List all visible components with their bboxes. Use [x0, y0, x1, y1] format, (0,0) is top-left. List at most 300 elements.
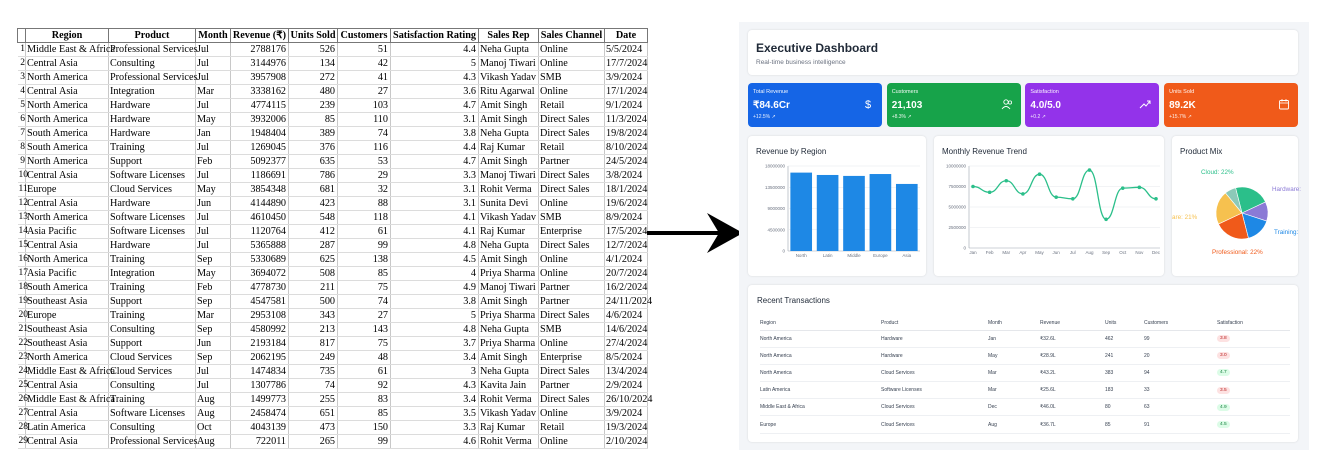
- sheet-cell: 2788176: [231, 43, 289, 57]
- sheet-column-header: Units Sold: [290, 30, 336, 41]
- sheet-cell: 42: [338, 57, 391, 71]
- y-tick-label: 2500000: [948, 225, 966, 230]
- sheet-cell: Software Licenses: [109, 225, 196, 239]
- kpi-label: Customers: [891, 89, 919, 95]
- sheet-cell: Jul: [196, 239, 231, 253]
- transaction-cell: ₹46.0L: [1040, 399, 1105, 416]
- point-mar: [1004, 179, 1008, 183]
- sheet-corner-cell: [18, 29, 26, 43]
- sheet-cell: Sep: [196, 295, 231, 309]
- transactions-column-header: Product: [881, 316, 988, 330]
- revenue-trend-line: [973, 170, 1156, 219]
- sheet-cell: 3.4: [391, 393, 479, 407]
- sheet-cell: Jan: [196, 127, 231, 141]
- point-jun: [1054, 195, 1058, 199]
- sheet-cell: 3957908: [231, 71, 289, 85]
- satisfaction-badge: 3.8: [1217, 335, 1230, 342]
- sheet-cell: Central Asia: [26, 435, 109, 449]
- x-tick-label: Jul: [1069, 250, 1076, 255]
- sheet-cell: Consulting: [109, 421, 196, 435]
- spreadsheet-header-row: [18, 29, 648, 43]
- sheet-cell: 74: [338, 295, 391, 309]
- sheet-cell: Direct Sales: [539, 393, 605, 407]
- transaction-cell: 462: [1105, 330, 1144, 347]
- row-number: 9: [18, 155, 26, 169]
- point-aug: [1088, 168, 1092, 172]
- sheet-cell: 150: [338, 421, 391, 435]
- sheet-cell: 9/1/2024: [605, 99, 648, 113]
- sheet-cell: Europe: [26, 309, 109, 323]
- sheet-cell: 548: [289, 211, 338, 225]
- sheet-cell: 138: [338, 253, 391, 267]
- sheet-cell: Retail: [539, 99, 605, 113]
- sheet-cell: Rohit Verma: [479, 435, 539, 449]
- bar-north: [790, 173, 812, 251]
- sheet-cell: North America: [26, 253, 109, 267]
- row-number: 27: [18, 407, 26, 421]
- sheet-cell: Online: [539, 197, 605, 211]
- sheet-cell: Southeast Asia: [26, 337, 109, 351]
- sheet-cell: South America: [26, 281, 109, 295]
- sheet-cell: Jun: [196, 197, 231, 211]
- kpi-card-units-sold: [1164, 83, 1298, 127]
- sheet-cell: Rohit Verma: [479, 393, 539, 407]
- x-tick-label: Nov: [1135, 250, 1144, 255]
- x-tick-label: Jan: [969, 250, 977, 255]
- sheet-cell: 75: [338, 337, 391, 351]
- transactions-column-header: Customers: [1144, 316, 1217, 330]
- sheet-cell: 61: [338, 225, 391, 239]
- pie-label: Hardware:: [1272, 186, 1302, 193]
- point-apr: [1021, 192, 1025, 196]
- sheet-cell: 26/10/2024: [606, 394, 653, 405]
- row-number: 24: [18, 365, 26, 379]
- transaction-cell: Cloud Services: [881, 416, 988, 433]
- sheet-cell: Jul: [196, 43, 231, 57]
- sheet-cell: Professional Services: [110, 436, 198, 447]
- sheet-cell: Jul: [196, 225, 231, 239]
- sheet-cell: Training: [109, 309, 196, 323]
- sheet-cell: 389: [289, 127, 338, 141]
- sheet-row: [18, 225, 648, 239]
- sheet-cell: Jul: [196, 71, 231, 85]
- sheet-cell: Cloud Services: [109, 183, 196, 197]
- sheet-row: [18, 211, 648, 225]
- x-tick-label: Aug: [1085, 250, 1094, 255]
- transaction-cell: 33: [1144, 382, 1217, 399]
- sheet-cell: 3144976: [231, 57, 289, 71]
- transaction-cell: Cloud Services: [881, 364, 988, 381]
- sheet-cell: 4610450: [231, 211, 289, 225]
- sheet-cell: Hardware: [109, 197, 196, 211]
- sheet-cell: South America: [26, 141, 109, 155]
- sheet-cell: 4547581: [231, 295, 289, 309]
- monthly-revenue-trend-card: [934, 136, 1164, 276]
- sheet-cell: 3.1: [391, 183, 479, 197]
- sheet-cell: 4.8: [391, 323, 479, 337]
- sheet-cell: Software Licenses: [109, 407, 196, 421]
- x-tick-label: Jun: [1052, 250, 1060, 255]
- sheet-cell: Support: [109, 337, 196, 351]
- row-number: 7: [18, 127, 26, 141]
- sheet-cell: Raj Kumar: [479, 225, 539, 239]
- sheet-row: [18, 337, 648, 351]
- sheet-cell: 2/10/2024: [606, 436, 648, 447]
- x-tick-label: Europe: [873, 253, 888, 258]
- sheet-cell: Direct Sales: [539, 309, 605, 323]
- row-number: 21: [18, 323, 26, 337]
- sheet-cell: Jul: [196, 379, 231, 393]
- sheet-cell: Software Licenses: [109, 211, 196, 225]
- bar-asia: [896, 184, 918, 251]
- transactions-column-header: Revenue: [1040, 316, 1105, 330]
- satisfaction-cell: [1217, 330, 1290, 347]
- bar-middle: [843, 176, 865, 251]
- sheet-cell: 2062195: [231, 351, 289, 365]
- sheet-cell: SMB: [539, 211, 605, 225]
- chart-title: Revenue by Region: [756, 147, 827, 156]
- sheet-cell: 3854348: [231, 183, 289, 197]
- kpi-card-customers: [887, 83, 1021, 127]
- chart-title: Monthly Revenue Trend: [942, 147, 1027, 156]
- row-number: 8: [18, 141, 26, 155]
- sheet-cell: Consulting: [109, 379, 196, 393]
- sheet-cell: Mar: [196, 85, 231, 99]
- spreadsheet: [17, 28, 653, 447]
- point-jan: [971, 185, 975, 189]
- spreadsheet-table: [17, 28, 653, 449]
- pie-label: Training:: [1274, 229, 1299, 236]
- sheet-cell: Cloud Services: [109, 351, 196, 365]
- sheet-cell: 4.9: [391, 281, 479, 295]
- sheet-cell: Direct Sales: [539, 183, 605, 197]
- sheet-cell: 376: [289, 141, 338, 155]
- sheet-cell: Professional Services: [110, 72, 198, 83]
- transactions-column-header: Month: [988, 316, 1040, 330]
- row-number: 25: [18, 379, 26, 393]
- transactions-table: [760, 316, 1290, 434]
- sheet-cell: Priya Sharma: [479, 267, 539, 281]
- sheet-cell: North America: [26, 113, 109, 127]
- sheet-cell: Neha Gupta: [479, 43, 539, 57]
- sheet-cell: 8/9/2024: [605, 211, 648, 225]
- sheet-cell: 19/8/2024: [606, 128, 648, 139]
- sheet-cell: 287: [289, 239, 338, 253]
- sheet-cell: North America: [26, 155, 109, 169]
- point-jul: [1071, 197, 1075, 201]
- transaction-cell: Software Licenses: [881, 382, 988, 399]
- chart-title: Product Mix: [1180, 147, 1223, 156]
- sheet-cell: 85: [338, 407, 391, 421]
- satisfaction-cell: [1217, 347, 1290, 364]
- sheet-row: [18, 113, 648, 127]
- sheet-cell: SMB: [539, 323, 605, 337]
- sheet-cell: Online: [539, 337, 605, 351]
- transaction-row: [760, 399, 1290, 416]
- transaction-row: [760, 382, 1290, 399]
- y-tick-label: 13500000: [764, 184, 785, 190]
- sheet-cell: Online: [539, 85, 605, 99]
- sheet-cell: Professional Services: [110, 44, 198, 55]
- sheet-cell: 92: [338, 379, 391, 393]
- sheet-cell: Mar: [196, 309, 231, 323]
- row-number: 22: [18, 337, 26, 351]
- sheet-cell: 4.1: [391, 225, 479, 239]
- sheet-cell: 526: [289, 43, 338, 57]
- sheet-cell: 5: [391, 309, 479, 323]
- dashboard-title: Executive Dashboard: [756, 41, 879, 55]
- sheet-row: [18, 169, 648, 183]
- sheet-cell: Online: [539, 435, 605, 449]
- sheet-cell: North America: [26, 99, 109, 113]
- sheet-cell: Ritu Agarwal: [479, 85, 539, 99]
- kpi-card-satisfaction: [1025, 83, 1159, 127]
- sheet-cell: Direct Sales: [539, 239, 605, 253]
- y-tick-label: 0: [782, 248, 785, 254]
- sheet-cell: Retail: [539, 421, 605, 435]
- sheet-cell: 473: [289, 421, 338, 435]
- sheet-cell: 116: [338, 141, 391, 155]
- sheet-cell: Priya Sharma: [479, 337, 539, 351]
- sheet-cell: 27: [338, 309, 391, 323]
- sheet-cell: May: [196, 267, 231, 281]
- transaction-row: [760, 364, 1290, 381]
- point-may: [1038, 172, 1042, 176]
- sheet-cell: Feb: [196, 155, 231, 169]
- sheet-cell: 786: [289, 169, 338, 183]
- sheet-cell: 5330689: [231, 253, 289, 267]
- sheet-cell: 272: [289, 71, 338, 85]
- transaction-cell: Latin America: [760, 382, 881, 399]
- sheet-column-header: Revenue (₹): [231, 29, 289, 43]
- sheet-cell: Partner: [539, 295, 605, 309]
- pie-label: Professional: 22%: [1212, 249, 1263, 256]
- satisfaction-cell: [1217, 399, 1290, 416]
- transactions-column-header: Region: [760, 316, 881, 330]
- sheet-cell: 3: [391, 365, 479, 379]
- transaction-cell: Europe: [760, 416, 881, 433]
- sheet-cell: 2458474: [231, 407, 289, 421]
- satisfaction-badge: 4.7: [1217, 369, 1230, 376]
- transaction-cell: 80: [1105, 399, 1144, 416]
- transaction-cell: May: [988, 347, 1040, 364]
- sheet-cell: Training: [109, 393, 196, 407]
- row-number: 18: [18, 281, 26, 295]
- sheet-column-header: Sales Rep: [479, 29, 539, 43]
- sheet-cell: 24/11/2024: [606, 296, 653, 307]
- sheet-column-header: Sales Channel: [539, 29, 605, 43]
- sheet-cell: 412: [289, 225, 338, 239]
- satisfaction-cell: [1217, 364, 1290, 381]
- sheet-cell: 19/6/2024: [606, 198, 648, 209]
- transaction-cell: Dec: [988, 399, 1040, 416]
- sheet-cell: Online: [539, 253, 605, 267]
- sheet-cell: Europe: [26, 183, 109, 197]
- transaction-cell: ₹25.6L: [1040, 382, 1105, 399]
- sheet-cell: 213: [289, 323, 338, 337]
- sheet-cell: 651: [289, 407, 338, 421]
- sheet-cell: 3.3: [391, 421, 479, 435]
- sheet-cell: Jul: [196, 169, 231, 183]
- row-number: 26: [18, 393, 26, 407]
- sheet-cell: 681: [289, 183, 338, 197]
- right-arrow-icon: [645, 203, 745, 263]
- sheet-cell: Amit Singh: [479, 253, 539, 267]
- sheet-cell: 41: [338, 71, 391, 85]
- kpi-change: +0.2 ↗: [1030, 114, 1046, 120]
- sheet-cell: 480: [289, 85, 338, 99]
- sheet-cell: Hardware: [109, 127, 196, 141]
- sheet-cell: 3.7: [391, 337, 479, 351]
- sheet-cell: Training: [109, 141, 196, 155]
- dollar-icon: [862, 98, 874, 110]
- executive-dashboard: [739, 22, 1309, 450]
- sheet-cell: 4: [391, 267, 479, 281]
- sheet-cell: Raj Kumar: [479, 421, 539, 435]
- sheet-cell: 16/2/2024: [606, 282, 648, 293]
- bar-europe: [870, 174, 892, 251]
- row-number: 17: [18, 267, 26, 281]
- sheet-row: [18, 351, 648, 365]
- sheet-cell: Central Asia: [26, 85, 109, 99]
- row-number: 16: [18, 253, 26, 267]
- sheet-cell: 20/7/2024: [606, 268, 648, 279]
- sheet-cell: 85: [289, 113, 338, 127]
- sheet-cell: 4.5: [391, 253, 479, 267]
- sheet-cell: 5092377: [231, 155, 289, 169]
- sheet-cell: 3/9/2024: [605, 71, 648, 85]
- transaction-cell: Aug: [988, 416, 1040, 433]
- row-number: 6: [18, 113, 26, 127]
- y-tick-label: 0: [963, 245, 966, 251]
- sheet-cell: Amit Singh: [479, 351, 539, 365]
- sheet-cell: 75: [338, 281, 391, 295]
- sheet-cell: 99: [338, 239, 391, 253]
- sheet-cell: Aug: [196, 435, 231, 449]
- sheet-cell: 255: [289, 393, 338, 407]
- sheet-cell: 2953108: [231, 309, 289, 323]
- sheet-cell: 53: [338, 155, 391, 169]
- x-tick-label: North: [795, 253, 807, 258]
- satisfaction-badge: 3.0: [1217, 352, 1230, 359]
- sheet-row: [18, 379, 648, 393]
- sheet-row: [18, 183, 648, 197]
- transaction-cell: North America: [760, 330, 881, 347]
- row-number: 5: [18, 99, 26, 113]
- sheet-row: [18, 127, 648, 141]
- sheet-cell: 18/1/2024: [606, 184, 648, 195]
- sheet-cell: Priya Sharma: [479, 309, 539, 323]
- satisfaction-badge: 4.5: [1217, 421, 1230, 428]
- svg-text:$: $: [864, 99, 872, 111]
- sheet-row: [18, 197, 648, 211]
- transaction-cell: 241: [1105, 347, 1144, 364]
- sheet-cell: 3/9/2024: [605, 407, 648, 421]
- row-number: 29: [18, 435, 26, 449]
- sheet-cell: 508: [289, 267, 338, 281]
- sheet-cell: 265: [289, 435, 338, 449]
- sheet-cell: 3.5: [391, 407, 479, 421]
- sheet-cell: 1499773: [231, 393, 289, 407]
- sheet-cell: Vikash Yadav: [479, 407, 539, 421]
- sheet-cell: Central Asia: [26, 57, 109, 71]
- sheet-cell: Middle East & Africa: [27, 44, 115, 55]
- sheet-cell: 1474834: [231, 365, 289, 379]
- transaction-cell: Mar: [988, 382, 1040, 399]
- sheet-cell: Central Asia: [26, 239, 109, 253]
- y-tick-label: 7500000: [948, 184, 966, 189]
- sheet-cell: 4.3: [391, 71, 479, 85]
- sheet-cell: 4778730: [231, 281, 289, 295]
- x-tick-label: Mar: [1002, 250, 1011, 255]
- sheet-cell: Sep: [196, 351, 231, 365]
- sheet-cell: Central Asia: [26, 379, 109, 393]
- sheet-row: [18, 239, 648, 253]
- product-mix-chart: [1172, 136, 1302, 276]
- calendar-icon: [1278, 98, 1290, 110]
- y-tick-label: 10000000: [945, 163, 966, 169]
- sheet-cell: 1186691: [231, 169, 289, 183]
- x-tick-label: Sep: [1102, 250, 1111, 255]
- sheet-cell: 4144890: [231, 197, 289, 211]
- sheet-row: [18, 155, 648, 169]
- transaction-cell: ₹28.9L: [1040, 347, 1105, 364]
- sheet-column-header: Month: [196, 29, 231, 43]
- sheet-cell: 24/5/2024: [606, 156, 648, 167]
- sheet-cell: Direct Sales: [539, 113, 605, 127]
- sheet-cell: Hardware: [109, 239, 196, 253]
- sheet-cell: 3.8: [391, 295, 479, 309]
- monthly-revenue-trend-chart: [934, 136, 1164, 276]
- sheet-cell: Direct Sales: [539, 365, 605, 379]
- transaction-cell: Middle East & Africa: [760, 399, 881, 416]
- sheet-cell: 4.1: [391, 211, 479, 225]
- sheet-cell: Central Asia: [26, 407, 109, 421]
- satisfaction-badge: 4.9: [1217, 404, 1230, 411]
- sheet-row: [18, 71, 648, 85]
- sheet-cell: 4.6: [391, 435, 479, 449]
- point-dec: [1154, 197, 1158, 201]
- transaction-cell: 99: [1144, 330, 1217, 347]
- sheet-cell: 85: [338, 267, 391, 281]
- dashboard-subtitle: Real-time business intelligence: [756, 59, 846, 66]
- sheet-cell: 4.4: [391, 141, 479, 155]
- transaction-cell: 85: [1105, 416, 1144, 433]
- sheet-cell: Integration: [109, 85, 196, 99]
- point-sep: [1104, 218, 1108, 222]
- sheet-column-header: Region: [26, 29, 109, 43]
- sheet-cell: 3.8: [391, 127, 479, 141]
- sheet-cell: Jul: [196, 141, 231, 155]
- sheet-cell: Online: [539, 407, 605, 421]
- sheet-cell: Amit Singh: [479, 99, 539, 113]
- x-tick-label: Oct: [1119, 250, 1127, 255]
- sheet-cell: 239: [289, 99, 338, 113]
- sheet-cell: 500: [289, 295, 338, 309]
- transactions-header-row: [760, 316, 1290, 330]
- sheet-cell: 3/8/2024: [605, 169, 648, 183]
- kpi-change: +15.7% ↗: [1169, 114, 1192, 120]
- sheet-row: [18, 99, 648, 113]
- sheet-cell: 61: [338, 365, 391, 379]
- transaction-cell: Mar: [988, 364, 1040, 381]
- sheet-cell: 635: [289, 155, 338, 169]
- sheet-column-header: Customers: [338, 29, 391, 43]
- sheet-cell: Software Licenses: [109, 169, 196, 183]
- sheet-row: [18, 393, 648, 407]
- row-number: 12: [18, 197, 26, 211]
- sheet-cell: Kavita Jain: [479, 379, 539, 393]
